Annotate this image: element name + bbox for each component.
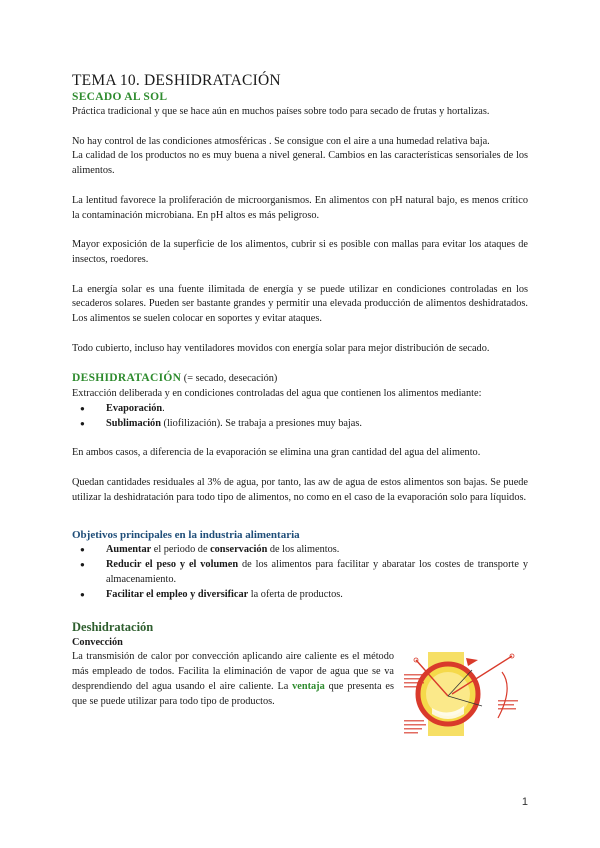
sun-drying-paragraph: Práctica tradicional y que se hace aún en muchos países sobre todo para secado de frutas y hortalizas.	[72, 106, 490, 117]
dehydration-heading-line	[72, 371, 528, 387]
list-item	[106, 588, 528, 603]
list-item	[106, 402, 528, 417]
list-item	[106, 417, 528, 432]
method-text: (liofilización). Se trabaja a presiones muy bajas.	[160, 417, 362, 429]
dehydration-heading-suffix: (= secado, desecación)	[181, 373, 278, 385]
convection-paragraph	[72, 650, 394, 709]
objective-bold: Reducir el peso y el volumen	[106, 559, 239, 571]
convection-block	[72, 650, 528, 709]
dehydration-methods-list	[72, 402, 528, 432]
convection-diagram-image	[402, 648, 526, 740]
sun-drying-paragraph: Todo cubierto, incluso hay ventiladores movidos con energía solar para mejor distribución de secado.	[72, 342, 490, 354]
objective-bold: Aumentar	[106, 544, 152, 556]
method-text: .	[162, 402, 165, 414]
convection-subheading: Convección	[72, 636, 123, 648]
objective-bold: conservación	[210, 544, 268, 556]
objective-bold: Facilitar el empleo y diversificar	[106, 588, 249, 600]
convection-highlight: ventaja	[292, 680, 325, 692]
objectives-list	[72, 543, 528, 602]
convection-text: La transmisión de calor por convección aplicando aire caliente es el método más empleado de todos. Facilita la eliminación de vapor de agua que se va desprendiendo del agua usando el aire caliente. La	[72, 651, 394, 692]
objective-text: de los alimentos para facilitar y abaratar los costes de transporte y almacenamiento.	[106, 559, 528, 585]
convection-text: que presenta es que se puede utilizar para todo tipo de productos.	[72, 680, 394, 707]
sun-drying-paragraph: Mayor exposición de la superficie de los alimentos, cubrir si es posible con mallas para evitar los ataques de insectos, roedores.	[72, 239, 528, 265]
sun-drying-heading: SECADO AL SOL	[72, 91, 168, 103]
sun-drying-paragraph: La calidad de los productos no es muy buena a nivel general. Cambios en las características sensoriales de los alimentos.	[72, 150, 528, 177]
dehydration-intro: Extracción deliberada y en condiciones controladas del agua que contienen los alimentos mediante:	[72, 388, 482, 400]
document-page	[72, 72, 528, 709]
method-term: Evaporación	[106, 402, 163, 414]
objectives-heading: Objetivos principales en la industria alimentaria	[72, 529, 300, 542]
dehydration-paragraph: Quedan cantidades residuales al 3% de agua, por tanto, las aw de agua de estos alimentos son bajas. Se puede utilizar la deshidratación para todo tipo de alimentos, no como en el caso de la evaporación solo para líquidos.	[72, 476, 528, 503]
objective-text: de los alimentos.	[267, 544, 340, 556]
objective-text: el periodo de	[151, 544, 211, 556]
list-item	[106, 558, 528, 588]
list-item	[106, 543, 528, 558]
method-term: Sublimación	[106, 417, 161, 429]
dehydration-paragraph: En ambos casos, a diferencia de la evaporación se elimina una gran cantidad del agua del alimento.	[72, 447, 481, 459]
sun-drying-paragraph: No hay control de las condiciones atmosféricas . Se consigue con el aire a una humedad relativa baja.	[72, 135, 490, 147]
dehydration-heading: DESHIDRATACIÓN	[72, 372, 182, 385]
dehydration-section-heading: Deshidratación	[72, 619, 154, 634]
sun-drying-paragraph: La lentitud favorece la proliferación de microorganismos. En alimentos con pH natural bajo, es menos crítico la contaminación microbiana. En pH altos es más peligroso.	[72, 194, 528, 221]
page-title: TEMA 10. DESHIDRATACIÓN	[72, 72, 281, 89]
sun-drying-paragraph: La energía solar es una fuente ilimitada de energía y se puede utilizar en condiciones controladas en los secaderos solares. Pueden ser bastante grandes y permitir una elevada producción de alimentos deshidratados. Los alimentos se suelen colocar en soportes y evitar ataques.	[72, 283, 528, 325]
page-number: 1	[521, 796, 528, 808]
objective-text: la oferta de productos.	[248, 588, 343, 600]
